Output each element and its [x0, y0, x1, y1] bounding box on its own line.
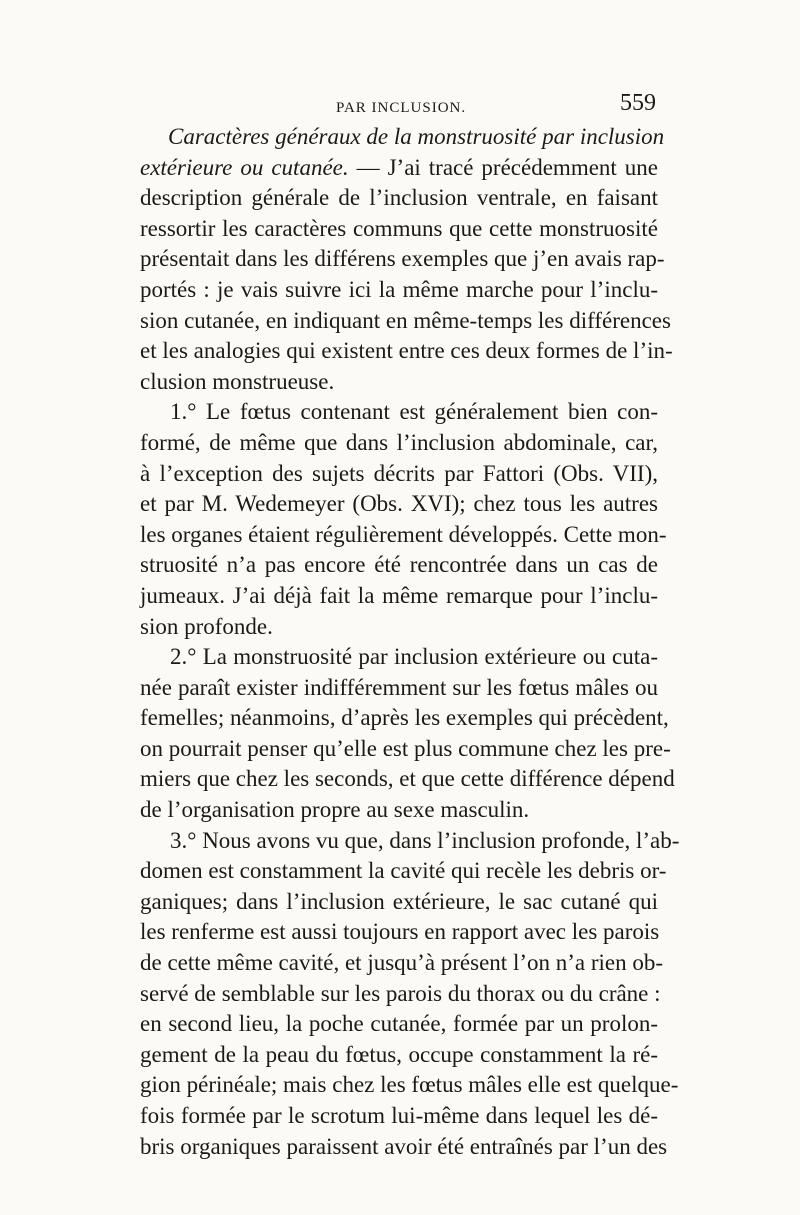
text-line: on pourrait penser qu’elle est plus commune chez les pre- — [140, 735, 671, 761]
text-line: portés : je vais suivre ici la même marche pour l’inclu- — [140, 276, 658, 302]
text-line: de l’organisation propre au sexe masculin. — [140, 797, 530, 823]
text-line: en second lieu, la poche cutanée, formée par un prolon- — [140, 1011, 658, 1037]
section-heading-line: Caractères généraux de la monstruosité par inclusion — [168, 124, 665, 149]
text-line-rest: — J’ai tracé précédemment une — [356, 154, 658, 180]
text-line: jumeaux. J’ai déjà fait la même remarque pour l’inclu- — [140, 582, 658, 608]
section-heading-end: extérieure ou cutanée. — [140, 154, 349, 180]
text-line: ganiques; dans l’inclusion extérieure, le sac cutané qui — [140, 888, 658, 914]
text-line: clusion monstrueuse. — [140, 368, 335, 394]
text-line: bris organiques paraissent avoir été entraînés par l’un des — [140, 1133, 668, 1159]
text-line: née paraît exister indifféremment sur les fœtus mâles ou — [140, 674, 658, 700]
page-number: 559 — [620, 90, 656, 116]
text-line: servé de semblable sur les parois du thorax ou du crâne : — [140, 980, 661, 1006]
paragraph-1-start: 1.° Le fœtus contenant est généralement bien con- — [170, 399, 658, 425]
text-line: gion périnéale; mais chez les fœtus mâles elle est quelque- — [140, 1072, 679, 1098]
text-line: et par M. Wedemeyer (Obs. XVI); chez tous les autres — [140, 491, 658, 517]
text-line: formé, de même que dans l’inclusion abdominale, car, — [140, 429, 658, 455]
text-line: struosité n’a pas encore été rencontrée dans un cas de — [140, 552, 658, 578]
text-line: miers que chez les seconds, et que cette différence dépend — [140, 766, 675, 792]
text-line: présentait dans les différens exemples que j’en avais rap- — [140, 246, 665, 272]
text-line: gement de la peau du fœtus, occupe constamment la ré- — [140, 1041, 658, 1067]
text-line: fois formée par le scrotum lui-même dans lequel les dé- — [140, 1103, 658, 1128]
text-line — [140, 153, 658, 184]
text-line: domen est constamment la cavité qui recèle les debris or- — [140, 858, 667, 884]
text-line: sion profonde. — [140, 613, 273, 639]
running-head — [140, 86, 660, 126]
text-line: de cette même cavité, et jusqu’à présent l’on n’a rien ob- — [140, 950, 664, 976]
running-title: PAR INCLUSION. — [336, 100, 467, 116]
text-line: femelles; néanmoins, d’après les exemples qui précèdent, — [140, 705, 669, 731]
text-line: à l’exception des sujets décrits par Fattori (Obs. VII), — [140, 460, 658, 486]
text-line: et les analogies qui existent entre ces deux formes de l’in- — [140, 338, 673, 364]
text-line: ressortir les caractères communs que cette monstruosité — [140, 215, 658, 241]
paragraph-3-start: 3.° Nous avons vu que, dans l’inclusion profonde, l’ab- — [170, 827, 680, 853]
text-line: les renferme est aussi toujours en rapport avec les parois — [140, 919, 660, 945]
body-text — [140, 122, 680, 1162]
text-line: sion cutanée, en indiquant en même-temps les différences — [140, 307, 671, 333]
paragraph-2-start: 2.° La monstruosité par inclusion extérieure ou cuta- — [170, 644, 658, 670]
text-line: description générale de l’inclusion ventrale, en faisant — [140, 185, 658, 211]
text-line: les organes étaient régulièrement développés. Cette mon- — [140, 521, 667, 547]
